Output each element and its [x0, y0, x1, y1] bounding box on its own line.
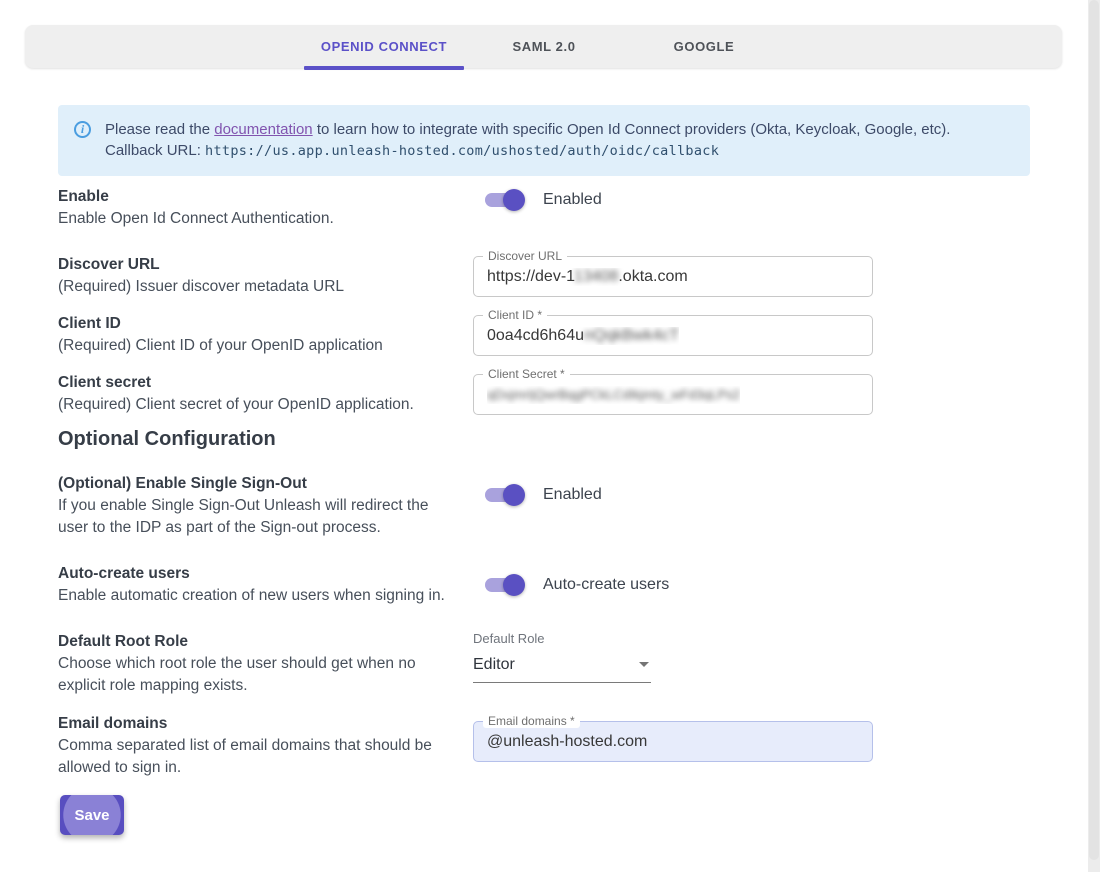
auto-create-toggle-thumb [503, 574, 525, 596]
row-client-secret-control [473, 367, 873, 415]
row-discover-url-info [58, 254, 458, 298]
alert-text-after-link: to learn how to integrate with specific Open Id Connect providers (Okta, Keycloak, Google, etc). [312, 121, 951, 138]
oidc-settings-form [58, 186, 1030, 835]
discover-url-description: (Required) Issuer discover metadata URL [58, 278, 345, 295]
default-role-select-wrap [473, 631, 673, 683]
row-discover-url-control [473, 249, 873, 297]
row-enable [58, 186, 1030, 230]
default-role-select[interactable] [473, 652, 651, 683]
client-secret-input-label: Client Secret * [483, 367, 570, 381]
row-enable-info [58, 186, 458, 230]
client-secret-input[interactable] [473, 367, 873, 415]
tab-saml-2-0-label: SAML 2.0 [512, 39, 576, 54]
row-client-id [58, 308, 1030, 357]
email-domains-input[interactable] [473, 714, 873, 762]
row-email-domains-info [58, 713, 458, 779]
discover-url-input[interactable] [473, 249, 873, 297]
email-domains-description: Comma separated list of email domains that should be allowed to sign in. [58, 737, 432, 776]
active-tab-indicator [304, 66, 464, 70]
enable-toggle-thumb [503, 189, 525, 211]
row-client-secret [58, 367, 1030, 416]
enable-title: Enable [58, 188, 109, 205]
row-enable-control [473, 186, 873, 212]
client-id-title: Client ID [58, 315, 121, 332]
auto-create-description: Enable automatic creation of new users when signing in. [58, 587, 445, 604]
single-sign-out-toggle-thumb [503, 484, 525, 506]
auto-create-title: Auto-create users [58, 565, 190, 582]
tab-google-label: GOOGLE [673, 39, 735, 54]
info-alert [58, 105, 1030, 176]
row-default-role [58, 631, 1030, 697]
callback-url-value: https://us.app.unleash-hosted.com/ushosted/auth/oidc/callback [205, 143, 720, 159]
client-secret-redacted: qDxjmrIjQwrBqgPCkLCdIkjmty_wFd3qLPs2 [487, 386, 740, 402]
enable-toggle[interactable] [485, 188, 523, 212]
default-role-select-label: Default Role [473, 631, 545, 646]
client-secret-title: Client secret [58, 374, 152, 391]
client-id-input[interactable] [473, 308, 873, 356]
row-auto-create [58, 563, 1030, 607]
client-id-description: (Required) Client ID of your OpenID application [58, 337, 383, 354]
enable-toggle-label: Enabled [543, 191, 602, 208]
single-sign-out-title: (Optional) Enable Single Sign-Out [58, 475, 307, 492]
auth-provider-tabbar [25, 25, 1062, 68]
client-id-input-value: 0oa4cd6h64unQqkBwk4cT [487, 326, 680, 344]
email-domains-title: Email domains [58, 715, 168, 732]
info-alert-body [105, 119, 950, 162]
single-sign-out-toggle-label: Enabled [543, 486, 602, 503]
row-auto-create-control [473, 563, 873, 597]
tab-google[interactable] [624, 25, 784, 68]
row-discover-url [58, 249, 1030, 298]
tab-openid-connect-label: OPENID CONNECT [320, 39, 448, 54]
client-secret-input-value [487, 386, 740, 404]
tab-list [304, 25, 784, 68]
auto-create-toggle-label: Auto-create users [543, 576, 670, 593]
row-client-id-info [58, 313, 458, 357]
row-single-sign-out-control [473, 473, 873, 507]
vertical-scrollbar-thumb[interactable] [1089, 0, 1099, 860]
client-secret-description: (Required) Client secret of your OpenID application. [58, 396, 414, 413]
discover-url-input-label: Discover URL [483, 249, 567, 263]
single-sign-out-toggle-row [473, 483, 873, 507]
callback-url-label: Callback URL: [105, 142, 206, 159]
email-domains-input-value: @unleash-hosted.com [487, 732, 648, 750]
single-sign-out-toggle[interactable] [485, 483, 523, 507]
info-alert-line2 [105, 140, 950, 162]
row-default-role-control [473, 631, 873, 683]
info-alert-line1 [105, 119, 950, 140]
enable-toggle-row [473, 188, 873, 212]
row-client-secret-info [58, 372, 458, 416]
row-auto-create-info [58, 563, 458, 607]
client-id-input-label: Client ID * [483, 308, 547, 322]
client-id-redacted: nQqkBwk4cT [583, 326, 680, 344]
row-single-sign-out [58, 473, 1030, 539]
auto-create-toggle-row [473, 573, 873, 597]
save-button[interactable]: Save [60, 795, 124, 835]
discover-url-title: Discover URL [58, 256, 160, 273]
default-role-selected-value: Editor [473, 656, 515, 673]
chevron-down-icon [639, 662, 649, 667]
discover-url-input-value: https://dev-113408.okta.com [487, 267, 688, 285]
default-role-title: Default Root Role [58, 633, 189, 650]
auto-create-toggle[interactable] [485, 573, 523, 597]
row-default-role-info [58, 631, 458, 697]
row-client-id-control [473, 308, 873, 356]
default-role-description: Choose which root role the user should get when no explicit role mapping exists. [58, 655, 416, 694]
discover-url-redacted: 13408 [573, 267, 619, 285]
optional-configuration-heading: Optional Configuration [58, 428, 276, 450]
documentation-link[interactable]: documentation [214, 121, 313, 138]
row-email-domains-control [473, 713, 873, 762]
single-sign-out-description: If you enable Single Sign-Out Unleash will redirect the user to the IDP as part of the Sign-out process. [58, 497, 429, 536]
tab-saml-2-0[interactable] [464, 25, 624, 68]
email-domains-input-label: Email domains * [483, 714, 580, 728]
vertical-scrollbar[interactable] [1088, 0, 1100, 872]
tab-openid-connect[interactable] [304, 25, 464, 68]
row-single-sign-out-info [58, 473, 458, 539]
enable-description: Enable Open Id Connect Authentication. [58, 210, 334, 227]
alert-text-before-link: Please read the [105, 121, 215, 138]
info-icon: i [74, 121, 91, 138]
row-email-domains [58, 713, 1030, 779]
